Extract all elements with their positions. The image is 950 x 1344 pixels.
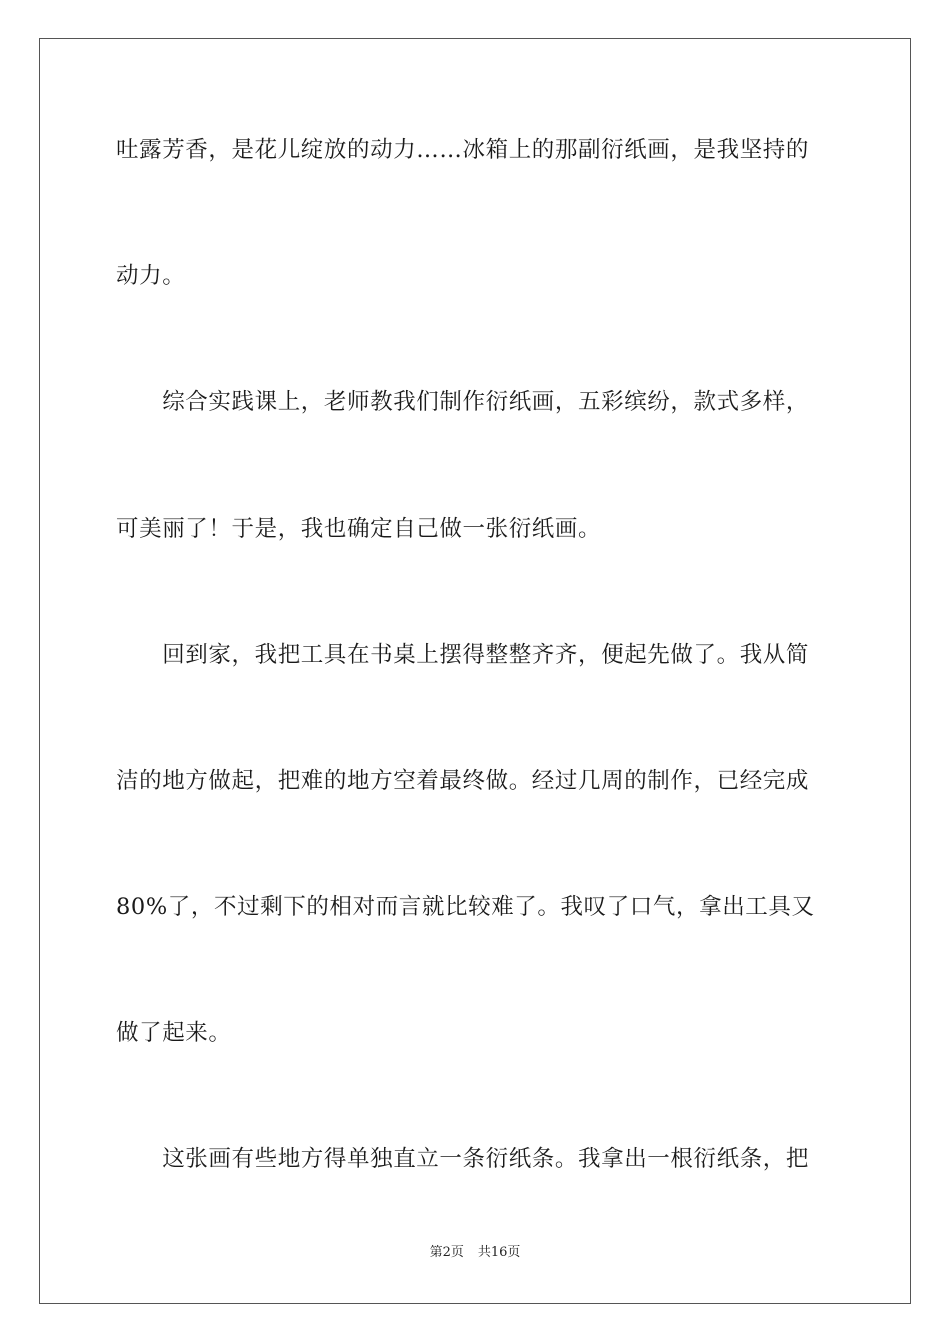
text-line: 洁的地方做起，把难的地方空着最终做。经过几周的制作，已经完成 bbox=[116, 768, 810, 794]
page-total: 共16页 bbox=[477, 1245, 521, 1260]
text-line: 可美丽了！于是，我也确定自己做一张衍纸画。 bbox=[116, 516, 602, 542]
text-line: 动力。 bbox=[116, 263, 186, 289]
text-line: 这张画有些地方得单独直立一条衍纸条。我拿出一根衍纸条，把 bbox=[116, 1146, 810, 1172]
page-number: 第2页 bbox=[429, 1245, 464, 1260]
page-frame bbox=[39, 38, 911, 1304]
text-line: 80%了，不过剩下的相对而言就比较难了。我叹了口气，拿出工具又 bbox=[116, 894, 815, 920]
text-line: 综合实践课上，老师教我们制作衍纸画，五彩缤纷，款式多样， bbox=[116, 389, 810, 415]
page-footer bbox=[0, 1245, 950, 1261]
text-line: 做了起来。 bbox=[116, 1020, 232, 1046]
text-line: 吐露芳香，是花儿绽放的动力……冰箱上的那副衍纸画，是我坚持的 bbox=[116, 137, 810, 163]
text-line: 回到家，我把工具在书桌上摆得整整齐齐，便起先做了。我从简 bbox=[116, 642, 810, 668]
